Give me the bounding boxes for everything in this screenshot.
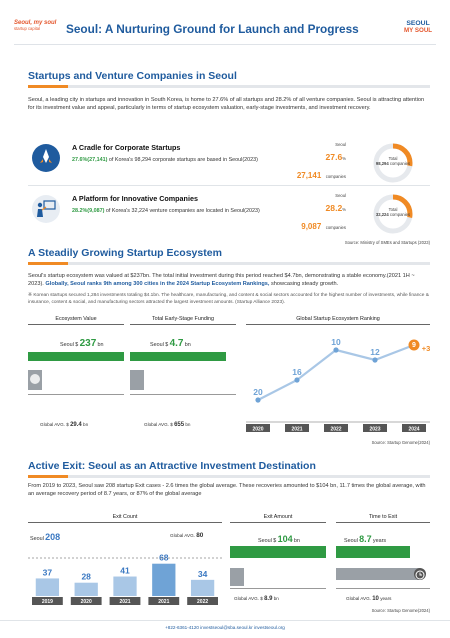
eco-value-heading: Ecosystem Value [55,316,97,322]
time-to-exit-seoul-value: 8.7 [359,534,372,544]
exit-amount-rule [230,522,326,523]
page-title: Seoul: A Nurturing Ground for Launch and Progress [66,22,359,36]
exit-amount-global-line [234,596,279,602]
exit-amount-seoul-value: 104 [277,534,293,544]
card1-pct-unit: % [342,156,346,161]
funding-seoul-line [150,338,191,349]
card2-count-line [282,216,346,234]
card1-divider [28,185,430,186]
section2-para-plain: Seoul's startup ecosystem was valued at $237bn. The total initial investment during this period reached $4.7bn, demonstrating a stable economy.(2021 1H ~ 2023). [28,273,415,288]
card2-text-rest: of Korea's 32,224 venture companies are located in Seoul(2023) [104,208,260,214]
ranking-change-label: +3 [421,344,430,353]
exit-count-bar [36,578,59,596]
footer-site[interactable]: investseoul.org [253,625,285,630]
ranking-data-label: 10 [331,337,341,347]
time-to-exit-unit: years [372,538,387,544]
funding-seoul-prefix: Seoul $ [150,342,169,348]
funding-global-prefix: Global AVG. $ [144,422,173,427]
ranking-point [294,377,299,382]
card1-stats [282,142,346,183]
card1-total-value: 98,294 [375,161,389,166]
card1-pct: 27.6 [325,152,343,162]
time-to-exit-base [336,588,430,589]
brand-bottom: MY SOUL [404,27,433,34]
card2-seoul-label: Seoul [335,193,346,198]
time-to-exit-rule [336,522,430,523]
exit-count-data-label: 68 [159,552,169,563]
exit-count-global-value: 80 [196,532,204,539]
section3-para: From 2019 to 2023, Seoul saw 208 startup Exit cases - 2.6 times the global average. These recoveries amounted to $104 bn, 11.7 times the global average, with an average recovery period of 8.7 years, or 87% of the global average [28,483,426,498]
ranking-data-label: 20 [253,387,263,397]
card2-total-unit: companies [389,212,411,217]
section1-intro: Seoul, a leading city in startups and innovation in South Korea, is home to 27.6% of all startups and 28.2% of all venture companies. Seoul is attracting attention for its investment value and appeal, particularly in terms of startup ecosystem valuation, early-stage investments, and investment recovery. [28,97,425,112]
time-to-exit-seoul-prefix: Seoul [344,538,358,544]
funding-heading: Total Early-Stage Funding [151,316,215,322]
eco-value-seoul-value: 237 [79,338,97,349]
card1-total-line [358,161,428,166]
card2-pct-line [282,198,346,216]
card2-count-unit: companies [325,225,346,230]
footer-email[interactable]: investseoul@sba.seoul.kr [200,625,253,630]
eco-value-global-unit: bn [83,422,89,427]
exit-amount-panel [230,514,326,606]
exit-amount-seoul-prefix: Seoul $ [258,538,277,544]
ranking-data-label: 9 [412,342,416,349]
funding-global-bar [130,370,144,390]
presenter-icon [32,195,60,223]
eco-value-unit: bn [97,342,104,348]
card1-total [358,156,428,166]
eco-value-seoul-line [60,338,104,349]
exit-amount-global-value: 8.9 [264,596,273,602]
exit-count-x-tick-label: 2020 [80,599,92,605]
eco-value-panel [28,316,124,436]
ranking-data-label: 16 [292,367,302,377]
card2-text [72,208,262,216]
card1-count: 27,141 [296,171,322,180]
card1-count-unit: companies [325,174,346,179]
exit-amount-seoul-bar [230,546,326,558]
card2-total-value: 32,224 [375,212,389,217]
exit-count-chart [28,540,222,606]
section2-para-highlight: Globally, Seoul ranks 9th among 300 cities in the 2024 Startup Ecosystem Rankings, [45,281,270,288]
exit-count-global-label: Global AVG. [170,533,195,538]
card1-total-unit: companies [389,161,411,166]
funding-global-line [144,422,190,428]
exit-count-data-label: 41 [120,565,130,576]
time-to-exit-global-line [346,596,391,602]
exit-amount-global-prefix: Global AVG. $ [234,596,263,601]
section2-note: ※ Korean startups secured 1,284 investments totaling $4.1bn. The healthcare, manufacturing, and content & social sectors accounted for the highest number of investments, while finance & insurance, content & social, and manufacturing sectors attracted the largest investment amounts. (Startup Alliance 2023). [28,293,429,305]
section3-title: Active Exit: Seoul as an Attractive Investment Destination [28,460,316,472]
section2-bar [28,262,430,265]
eco-value-global-line [40,422,88,428]
exit-count-heading: Exit Count [112,514,138,520]
brand-mark [404,20,432,34]
funding-unit: bn [184,342,191,348]
card-innovative-companies [28,191,430,237]
ranking-x-tick-label: 2021 [291,426,303,433]
time-to-exit-global-unit: years [380,596,392,601]
card1-text [72,157,262,165]
time-to-exit-seoul-bar [336,546,410,558]
exit-count-x-tick-label: 2021 [119,599,131,605]
exit-count-x-tick-label: 2021 [158,599,170,605]
card2-total-line [358,212,428,217]
card1-donut [358,142,428,184]
brand-top: SEOUL [406,20,430,27]
card2-pct: 28.2 [325,203,343,213]
card1-title: A Cradle for Corporate Startups [72,143,181,152]
trophy-icon [30,374,40,384]
time-to-exit-global-prefix: Global AVG. [346,596,371,601]
time-to-exit-heading: Time to Exit [368,514,398,520]
eco-value-global-value: 29.4 [70,422,82,428]
ranking-chart [246,330,430,436]
section2-para-end: showcasing steady growth. [269,281,339,288]
ranking-x-tick-label: 2022 [330,426,342,433]
card2-donut [358,193,428,235]
card1-count-line [282,165,346,183]
funding-rule [130,324,236,325]
logo-main: Seoul, my soul [14,20,57,26]
ranking-line [258,345,414,400]
section2-title: A Steadily Growing Startup Ecosystem [28,247,222,259]
card2-pct-unit: % [342,207,346,212]
section2-para [28,272,430,288]
card2-count: 9,087 [301,222,322,231]
exit-count-bar [191,580,214,596]
exit-amount-global-bar [230,568,244,586]
rocket-icon [32,144,60,172]
ranking-rule [246,324,430,325]
section1-title: Startups and Venture Companies in Seoul [28,70,237,82]
card2-title: A Platform for Innovative Companies [72,194,198,203]
footer-phone: +822-6361-4120 [165,625,199,630]
exit-amount-base [230,588,326,589]
ranking-x-tick-label: 2024 [408,426,420,433]
section3-bar [28,475,430,478]
time-to-exit-seoul-line [344,534,386,544]
ranking-source: Source: Startup Genome(2024) [371,440,430,445]
logo [14,20,60,31]
eco-value-base [28,394,124,395]
card1-text-rest: of Korea's 98,294 corporate startups are based in Seoul(2023) [107,157,258,163]
card2-total-label: Total [388,207,398,212]
ranking-heading: Global Startup Ecosystem Ranking [296,316,380,322]
exit-count-seoul-value: 208 [45,532,61,542]
funding-seoul-value: 4.7 [169,338,184,349]
exit-count-data-label: 37 [42,567,53,578]
exit-count-panel [28,514,222,606]
footer [0,620,450,634]
card2-total [358,207,428,217]
exit-amount-seoul-line [258,534,300,544]
header-divider [14,44,436,45]
section3-source: Source: Startup Genome(2024) [371,608,430,613]
exit-count-data-label: 34 [197,568,208,579]
exit-count-x-tick-label: 2019 [41,599,53,605]
time-to-exit-global-bar [336,568,420,580]
ranking-panel [246,316,430,456]
funding-global-unit: bn [185,422,191,427]
exit-count-data-label: 28 [81,571,91,582]
exit-count-bar [152,564,175,596]
ranking-x-tick-label: 2023 [369,426,381,433]
ranking-x-tick-label: 2020 [252,426,264,433]
eco-value-rule [28,324,124,325]
exit-amount-global-unit: bn [273,596,279,601]
card2-text-highlight: 28.2%(9,087) [72,208,105,214]
eco-value-global-prefix: Global AVG. $ [40,422,69,427]
ranking-point [255,397,260,402]
exit-count-bar [113,577,136,596]
section1-bar [28,85,430,88]
exit-amount-heading: Exit Amount [263,514,293,520]
time-to-exit-panel [336,514,430,606]
exit-count-rule [28,522,222,523]
eco-value-seoul-prefix: Seoul $ [60,342,79,348]
funding-seoul-bar [130,352,226,361]
exit-count-x-tick-label: 2022 [197,599,209,605]
ranking-point [333,347,338,352]
card-corporate-startups [28,140,430,186]
card1-pct-line [282,147,346,165]
funding-base [130,394,236,395]
card1-seoul-label: Seoul [335,142,346,147]
exit-count-global-line [170,532,203,539]
exit-count-bar [75,583,98,596]
funding-panel [130,316,236,436]
ranking-data-label: 12 [370,347,380,357]
exit-count-seoul-label: Seoul [30,536,44,542]
eco-value-seoul-bar [28,352,124,361]
funding-global-value: 655 [174,422,185,428]
section1-source: Source: Ministry of SMEs and Startups (2023) [344,240,430,245]
logo-sub: startup capital [14,26,41,31]
card1-text-highlight: 27.6%(27,141) [72,157,108,163]
card1-total-label: Total [388,156,398,161]
exit-amount-unit: bn [293,538,300,544]
header [0,0,450,58]
ranking-point [372,357,377,362]
clock-icon [414,568,426,580]
time-to-exit-global-value: 10 [372,596,379,602]
card2-stats [282,193,346,234]
